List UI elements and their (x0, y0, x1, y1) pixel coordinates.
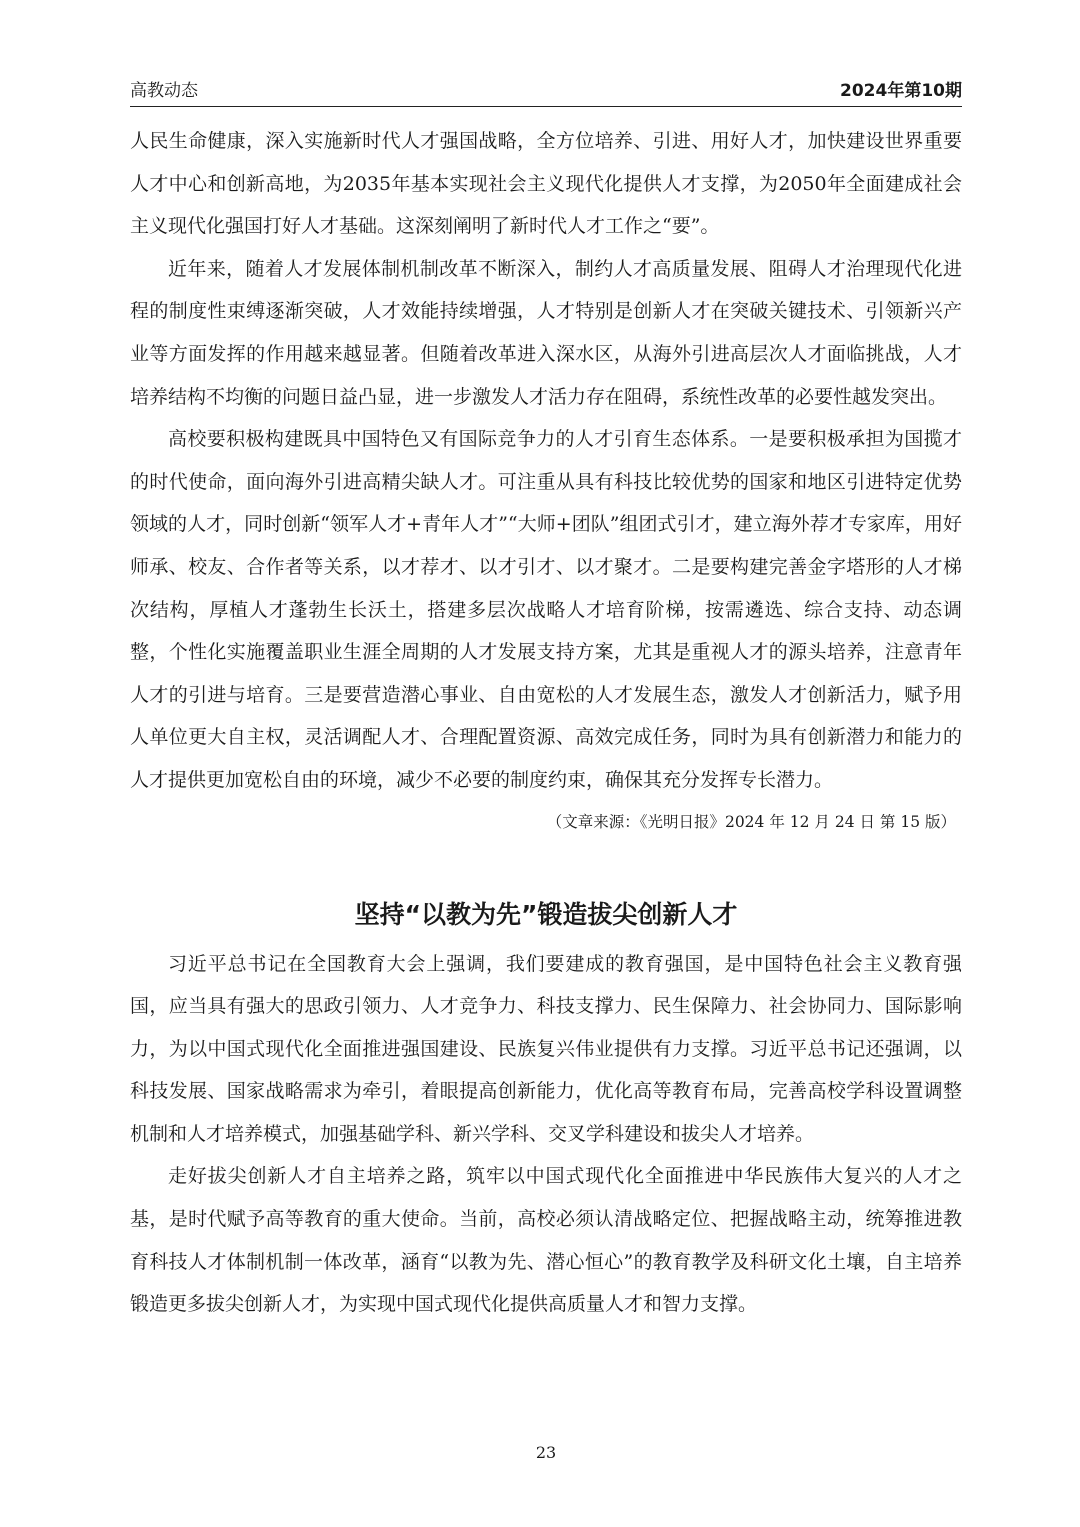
page-number: 23 (535, 1443, 557, 1462)
journal-name: 高教动态 (130, 81, 198, 101)
article1-paragraph-1: 人民生命健康，深入实施新时代人才强国战略，全方位培养、引进、用好人才，加快建设世界重要人才中心和创新高地，为2035年基本实现社会主义现代化提供人才支撑，为2050年全面建成社会主义现代化强国打好人才基础。这深刻阐明了新时代人才工作之“要”。 (130, 130, 962, 238)
article1-paragraph-3: 高校要积极构建既具中国特色又有国际竞争力的人才引育生态体系。一是要积极承担为国揽才的时代使命，面向海外引进高精尖缺人才。可注重从具有科技比较优势的国家和地区引进特定优势领域的人才，同时创新“领军人才+青年人才”“大师+团队”组团式引才，建立海外荐才专家库，用好师承、校友、合作者等关系，以才荐才、以才引才、以才聚才。二是要构建完善金字塔形的人才梯次结构，厚植人才蓬勃生长沃土，搭建多层次战略人才培育阶梯，按需遴选、综合支持、动态调整，个性化实施覆盖职业生涯全周期的人才发展支持方案，尤其是重视人才的源头培养，注意青年人才的引进与培育。三是要营造潜心事业、自由宽松的人才发展生态，激发人才创新活力，赋予用人单位更大自主权，灵活调配人才、合理配置资源、高效完成任务，同时为具有创新潜力和能力的人才提供更加宽松自由的环境，减少不必要的制度约束，确保其充分发挥专长潜力。 (130, 428, 962, 791)
article1-paragraph-2: 近年来，随着人才发展体制机制改革不断深入，制约人才高质量发展、阻碍人才治理现代化进程的制度性束缚逐渐突破，人才效能持续增强，人才特别是创新人才在突破关键技术、引领新兴产业等方面发挥的作用越来越显著。但随着改革进入深水区，从海外引进高层次人才面临挑战，人才培养结构不均衡的问题日益凸显，进一步激发人才活力存在阻碍，系统性改革的必要性越发突出。 (130, 257, 962, 408)
article2-paragraph-2: 走好拔尖创新人才自主培养之路，筑牢以中国式现代化全面推进中华民族伟大复兴的人才之基，是时代赋予高等教育的重大使命。当前，高校必须认清战略定位、把握战略主动，统筹推进教育科技人才体制机制一体改革，涵育“以教为先、潜心恒心”的教育教学及科研文化土壤，自主培养锻造更多拔尖创新人才，为实现中国式现代化提供高质量人才和智力支撑。 (130, 1165, 962, 1316)
document-page (130, 0, 962, 1527)
page-content (130, 120, 962, 1326)
article2-paragraph-1: 习近平总书记在全国教育大会上强调，我们要建成的教育强国，是中国特色社会主义教育强国，应当具有强大的思政引领力、人才竞争力、科技支撑力、民生保障力、社会协同力、国际影响力，为以中国式现代化全面推进强国建设、民族复兴伟业提供有力支撑。习近平总书记还强调，以科技发展、国家战略需求为牵引，着眼提高创新能力，优化高等教育布局，完善高校学科设置调整机制和人才培养模式，加强基础学科、新兴学科、交叉学科建设和拔尖人才培养。 (130, 952, 962, 1145)
article1-source-citation: （文章来源：《光明日报》2024 年 12 月 24 日 第 15 版） (546, 812, 956, 831)
running-header (130, 78, 962, 107)
issue-number: 2024年第10期 (840, 81, 962, 101)
article2-title: 坚持“以教为先”锻造拔尖创新人才 (354, 899, 738, 929)
